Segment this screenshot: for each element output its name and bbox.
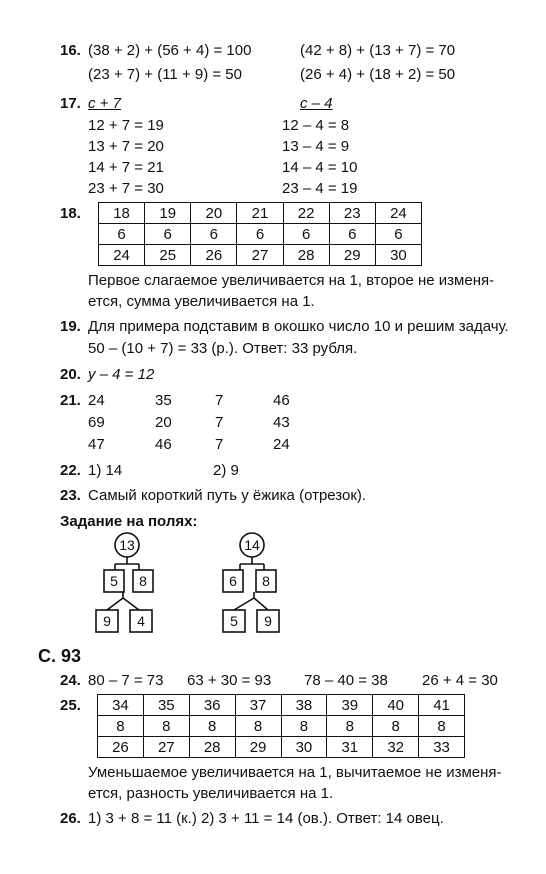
table-cell: 22 (283, 203, 329, 224)
task-19-text-1: Для примера подставим в окошко число 10 и решим задачу. (88, 318, 509, 335)
task-17-number: 17. (60, 95, 81, 112)
table-cell: 8 (281, 716, 327, 737)
table-cell: 30 (375, 245, 421, 266)
task-24-expr-d: 26 + 4 = 30 (422, 672, 498, 689)
tree-left-value: 6 (229, 573, 237, 589)
table-cell: 29 (235, 737, 281, 758)
table-cell: 26 (98, 737, 144, 758)
task-17-col2-0: 12 – 4 = 8 (282, 117, 350, 134)
table-cell: 6 (375, 224, 421, 245)
task-18-text-2: ется, сумма увеличивается на 1. (88, 293, 315, 310)
table-cell: 28 (283, 245, 329, 266)
table-cell: 24 (375, 203, 421, 224)
table-cell: 34 (98, 695, 144, 716)
task-21-cell: 7 (215, 392, 224, 409)
tree-right-value: 8 (139, 573, 147, 589)
task-18-text-1: Первое слагаемое увеличивается на 1, второе не изменя- (88, 272, 495, 289)
task-17-header-1: c + 7 (88, 95, 121, 112)
margin-task-title: Задание на полях: (60, 513, 198, 530)
task-24-number: 24. (60, 672, 81, 689)
table-cell: 36 (189, 695, 235, 716)
table-cell: 26 (191, 245, 237, 266)
table-cell: 21 (237, 203, 283, 224)
task-17-col1-0: 12 + 7 = 19 (88, 117, 164, 134)
task-17-col2-2: 14 – 4 = 10 (282, 159, 358, 176)
table-cell: 19 (145, 203, 191, 224)
table-cell: 6 (283, 224, 329, 245)
tree-left-value: 5 (110, 573, 118, 589)
table-cell: 8 (327, 716, 373, 737)
task-16-expr-b: (42 + 8) + (13 + 7) = 70 (300, 42, 456, 59)
table-cell: 33 (419, 737, 465, 758)
task-21-cell: 46 (273, 392, 290, 409)
table-cell: 27 (237, 245, 283, 266)
tree-bottom-left-value: 5 (230, 613, 238, 629)
task-25-text-1: Уменьшаемое увеличивается на 1, вычитаемое не изменя- (88, 764, 502, 781)
task-26-text: 1) 3 + 8 = 11 (к.) 2) 3 + 11 = 14 (ов.). Ответ: 14 овец. (88, 810, 444, 827)
table-cell: 8 (419, 716, 465, 737)
task-20-equation: y – 4 = 12 (88, 366, 155, 383)
table-cell: 23 (329, 203, 375, 224)
task-16-expr-d: (26 + 4) + (18 + 2) = 50 (300, 66, 456, 83)
table-cell: 24 (99, 245, 145, 266)
task-21-cell: 43 (273, 414, 290, 431)
table-cell: 32 (373, 737, 419, 758)
table-cell: 8 (373, 716, 419, 737)
table-cell: 20 (191, 203, 237, 224)
task-21-cell: 47 (88, 436, 105, 453)
task-17-col2-1: 13 – 4 = 9 (282, 138, 350, 155)
table-row (99, 245, 422, 266)
table-cell: 8 (143, 716, 189, 737)
page-heading: С. 93 (38, 646, 82, 666)
table-cell: 27 (143, 737, 189, 758)
task-24-expr-c: 78 – 40 = 38 (304, 672, 388, 689)
task-18-number: 18. (60, 205, 81, 222)
table-cell: 38 (281, 695, 327, 716)
table-cell: 25 (145, 245, 191, 266)
task-21-cell: 20 (155, 414, 172, 431)
table-cell: 40 (373, 695, 419, 716)
tree-bottom-right-value: 4 (137, 613, 145, 629)
task-22-number: 22. (60, 462, 81, 479)
task-24-expr-a: 80 – 7 = 73 (88, 672, 164, 689)
task-18-table (98, 202, 422, 266)
task-16-expr-a: (38 + 2) + (56 + 4) = 100 (88, 42, 252, 59)
table-cell: 30 (281, 737, 327, 758)
task-17-col1-1: 13 + 7 = 20 (88, 138, 164, 155)
table-cell: 28 (189, 737, 235, 758)
task-22-answer-2: 2) 9 (213, 462, 239, 479)
task-17-col1-3: 23 + 7 = 30 (88, 180, 164, 197)
task-21-cell: 69 (88, 414, 105, 431)
task-17-col1-2: 14 + 7 = 21 (88, 159, 164, 176)
task-20-number: 20. (60, 366, 81, 383)
task-21-number: 21. (60, 392, 81, 409)
table-cell: 6 (145, 224, 191, 245)
task-21-cell: 24 (273, 436, 290, 453)
tree-bottom-right-value: 9 (264, 613, 272, 629)
table-cell: 6 (329, 224, 375, 245)
tree-root-value: 14 (244, 537, 260, 553)
task-23-text: Самый короткий путь у ёжика (отрезок). (88, 487, 367, 504)
table-cell: 8 (235, 716, 281, 737)
task-19-text-2: 50 – (10 + 7) = 33 (р.). Ответ: 33 рубля. (88, 340, 358, 357)
task-16-number: 16. (60, 42, 81, 59)
table-row (98, 737, 465, 758)
task-22-answer-1: 1) 14 (88, 462, 123, 479)
table-row (98, 695, 465, 716)
table-cell: 6 (237, 224, 283, 245)
table-cell: 41 (419, 695, 465, 716)
task-17-col2-3: 23 – 4 = 19 (282, 180, 358, 197)
table-cell: 8 (189, 716, 235, 737)
tree-diagram-2 (210, 530, 300, 638)
table-cell: 6 (191, 224, 237, 245)
task-25-number: 25. (60, 697, 81, 714)
task-26-number: 26. (60, 810, 81, 827)
task-17-header-2: c – 4 (300, 95, 333, 112)
task-21-cell: 24 (88, 392, 105, 409)
tree-right-value: 8 (262, 573, 270, 589)
tree-bottom-left-value: 9 (103, 613, 111, 629)
table-cell: 39 (327, 695, 373, 716)
task-25-table (97, 694, 465, 758)
task-16-expr-c: (23 + 7) + (11 + 9) = 50 (88, 66, 242, 83)
table-cell: 29 (329, 245, 375, 266)
tree-root-value: 13 (119, 537, 135, 553)
task-25-text-2: ется, разность увеличивается на 1. (88, 785, 334, 802)
table-row (98, 716, 465, 737)
table-cell: 18 (99, 203, 145, 224)
task-24-expr-b: 63 + 30 = 93 (187, 672, 272, 689)
task-21-cell: 46 (155, 436, 172, 453)
table-row (99, 203, 422, 224)
task-21-cell: 7 (215, 436, 224, 453)
table-row (99, 224, 422, 245)
table-cell: 37 (235, 695, 281, 716)
tree-diagram-1 (85, 530, 175, 638)
task-21-cell: 35 (155, 392, 172, 409)
table-cell: 8 (98, 716, 144, 737)
table-cell: 31 (327, 737, 373, 758)
task-21-cell: 7 (215, 414, 224, 431)
task-23-number: 23. (60, 487, 81, 504)
table-cell: 6 (99, 224, 145, 245)
table-cell: 35 (143, 695, 189, 716)
task-19-number: 19. (60, 318, 81, 335)
